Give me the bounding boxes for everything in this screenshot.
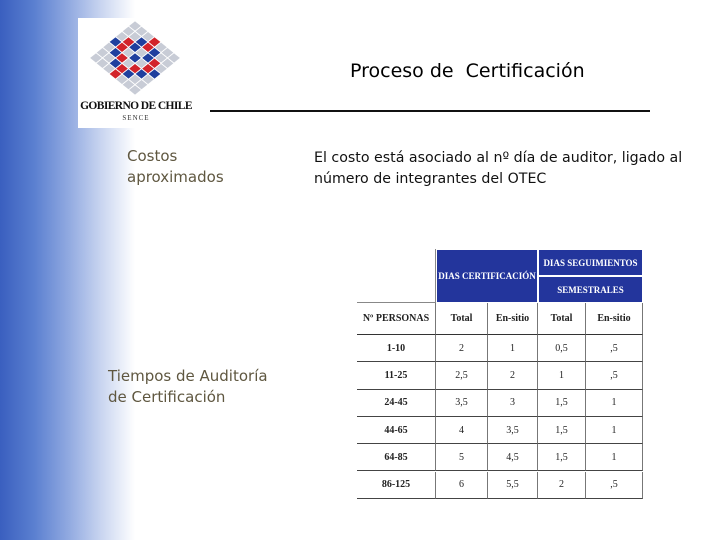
title-underline [210, 110, 650, 112]
table-cell: 44-65 [357, 417, 436, 444]
table-cell: ,5 [586, 335, 643, 362]
table-cell: 86-125 [357, 472, 436, 499]
logo-subname: SENCE [122, 114, 150, 122]
table-cell: 1-10 [357, 335, 436, 362]
table-cell: 1 [488, 335, 538, 362]
column-header: Nº PERSONAS [357, 303, 436, 335]
table-cell: ,5 [586, 472, 643, 499]
table-cell: ,5 [586, 362, 643, 389]
column-header: Total [538, 303, 586, 335]
cost-description: El costo está asociado al nº día de auditor, ligado al número de integrantes del OTEC [314, 150, 683, 187]
table-cell: 5,5 [488, 472, 538, 499]
table-cell: 11-25 [357, 362, 436, 389]
header-dias-certificacion: DIAS CERTIFICACIÓN [436, 249, 538, 303]
table-cell: 1,5 [538, 444, 586, 471]
table-cell: 24-45 [357, 390, 436, 417]
table-cell: 6 [436, 472, 488, 499]
table-cell: 2 [538, 472, 586, 499]
column-header: Total [436, 303, 488, 335]
audit-times-label-line2: de Certificación [108, 388, 226, 406]
table-cell: 2,5 [436, 362, 488, 389]
table-cell: 3,5 [488, 417, 538, 444]
table-cell: 64-85 [357, 444, 436, 471]
table-header-empty [357, 249, 436, 303]
header-semestrales: SEMESTRALES [538, 276, 643, 303]
table-cell: 5 [436, 444, 488, 471]
table-cell: 2 [436, 335, 488, 362]
table-cell: 1 [586, 417, 643, 444]
column-header: En-sitio [586, 303, 643, 335]
gobierno-de-chile-logo [78, 18, 192, 128]
audit-times-label [108, 366, 268, 408]
table-cell: 2 [488, 362, 538, 389]
table-cell: 1 [586, 444, 643, 471]
page-title: Proceso de Certificación [350, 60, 585, 82]
column-header: En-sitio [488, 303, 538, 335]
table-cell: 0,5 [538, 335, 586, 362]
costs-label-line1: Costos [127, 147, 178, 165]
logo-diamond-grid-icon [88, 20, 182, 100]
table-cell: 4,5 [488, 444, 538, 471]
header-dias-seguimientos: DIAS SEGUIMIENTOS [538, 249, 643, 276]
table-cell: 3,5 [436, 390, 488, 417]
table-cell: 3 [488, 390, 538, 417]
logo-name: GOBIERNO DE CHILE [80, 100, 192, 112]
table-cell: 1 [586, 390, 643, 417]
table-cell: 4 [436, 417, 488, 444]
audit-times-label-line1: Tiempos de Auditoría [108, 367, 268, 385]
table-cell: 1,5 [538, 390, 586, 417]
table-cell: 1,5 [538, 417, 586, 444]
costs-label-line2: aproximados [127, 168, 224, 186]
costs-label [127, 146, 224, 188]
table-cell: 1 [538, 362, 586, 389]
audit-times-table [357, 249, 643, 499]
